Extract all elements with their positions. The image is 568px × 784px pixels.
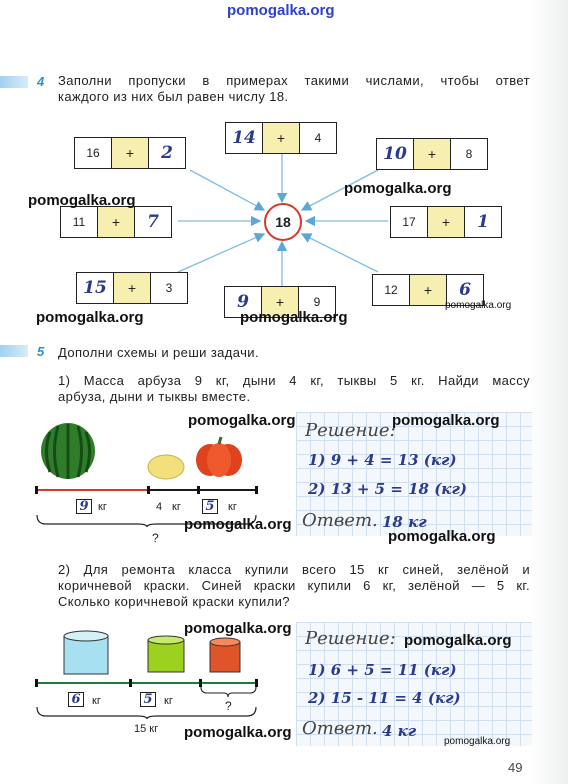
equation-box: 17 + 1: [390, 206, 502, 238]
mass-box: 5: [140, 692, 156, 707]
unit-label: кг: [172, 501, 181, 513]
watermark: pomogalka.org: [344, 180, 452, 197]
watermark: pomogalka.org: [392, 412, 500, 429]
watermark: pomogalka.org: [188, 412, 296, 429]
watermark: pomogalka.org: [404, 632, 512, 649]
answer-label: Ответ.: [302, 718, 378, 739]
task4-text: Заполни пропуски в примерах такими числами, чтобы ответ каждого из них был равен числу 18.: [58, 73, 530, 104]
tick: [147, 486, 150, 494]
brown-paint-icon: [210, 638, 240, 672]
watermark: pomogalka.org: [444, 736, 511, 747]
fruit-illustration: [38, 420, 258, 482]
question-label: ?: [225, 699, 232, 713]
solution-step: 1) 6 + 5 = 11 (кг): [308, 661, 457, 679]
tick: [255, 486, 258, 494]
equation-box: 14 + 4: [225, 122, 337, 154]
equation-box: 16 + 2: [74, 137, 186, 169]
solution-step: 2) 13 + 5 = 18 (кг): [308, 480, 467, 498]
paint-cans: [60, 630, 250, 678]
task-number: 4: [37, 74, 45, 89]
pumpkin-icon: [196, 437, 242, 477]
equation-box: 15 + 3: [76, 272, 188, 304]
segment-green: [130, 682, 200, 684]
equation-box: 9 + 9: [224, 286, 336, 318]
arrow: [178, 234, 264, 272]
answer-value: 18 кг: [382, 513, 427, 531]
task-marker: [0, 345, 28, 357]
watermark: pomogalka.org: [184, 620, 292, 637]
unit-label: кг: [92, 695, 101, 707]
tick: [35, 486, 38, 494]
mass-box: 5: [202, 499, 218, 514]
tick: [129, 679, 132, 687]
total-label: 15 кг: [134, 723, 159, 735]
question-label: ?: [152, 531, 159, 545]
segment-blue: [36, 682, 130, 684]
green-paint-icon: [148, 636, 184, 672]
center-circle: 18: [264, 203, 302, 241]
watermark: pomogalka.org: [445, 300, 512, 311]
problem1-text: 1) Масса арбуза 9 кг, дыни 4 кг, тыквы 5 кг. Найди массу арбуза, дыни и тыквы вместе.: [58, 373, 530, 404]
blue-paint-icon: [64, 631, 108, 674]
arrow: [190, 170, 264, 210]
segment-pumpkin: [198, 489, 256, 491]
equation-box: 12 + 6: [372, 274, 484, 306]
mass-box: 6: [68, 692, 84, 707]
unit-label: кг: [98, 501, 107, 513]
watermark: pomogalka.org: [184, 724, 292, 741]
watermark: pomogalka.org: [240, 309, 348, 326]
segment-watermelon: [36, 489, 148, 491]
equation-box: 10 + 8: [376, 138, 488, 170]
brace: [36, 706, 258, 720]
page-number: 49: [508, 760, 523, 775]
melon-icon: [148, 455, 184, 479]
task-number: 5: [37, 344, 45, 359]
brace-small: [200, 686, 258, 698]
watermark: pomogalka.org: [28, 192, 136, 209]
solution-step: 2) 15 - 11 = 4 (кг): [308, 689, 461, 707]
watermark: pomogalka.org: [184, 516, 292, 533]
tick: [197, 486, 200, 494]
watermark: pomogalka.org: [388, 528, 496, 545]
arrow: [302, 234, 378, 272]
solution-step: 1) 9 + 4 = 13 (кг): [308, 451, 457, 469]
solution-title: Решение:: [305, 628, 396, 649]
watermark-top: pomogalka.org: [227, 2, 335, 19]
watermark: pomogalka.org: [36, 309, 144, 326]
answer-label: Ответ.: [302, 510, 378, 531]
unit-label: кг: [228, 501, 237, 513]
segment-melon: [148, 489, 198, 491]
mass-box: 9: [76, 499, 92, 514]
solution-title: Решение:: [305, 420, 396, 441]
task5-title: Дополни схемы и реши задачи.: [58, 345, 259, 360]
segment-brown: [200, 682, 256, 684]
problem2-text: 2) Для ремонта класса купили всего 15 кг синей, зелёной и коричневой краски. Синей краски купили 6 кг, зелёной — 5 кг. Сколько коричневой краски купили?: [58, 562, 530, 609]
watermelon-icon: [41, 423, 95, 479]
tick: [35, 679, 38, 687]
answer-value: 4 кг: [382, 722, 417, 740]
unit-label: кг: [164, 695, 173, 707]
mass-label: 4: [156, 501, 163, 513]
equation-box: 11 + 7: [60, 206, 172, 238]
